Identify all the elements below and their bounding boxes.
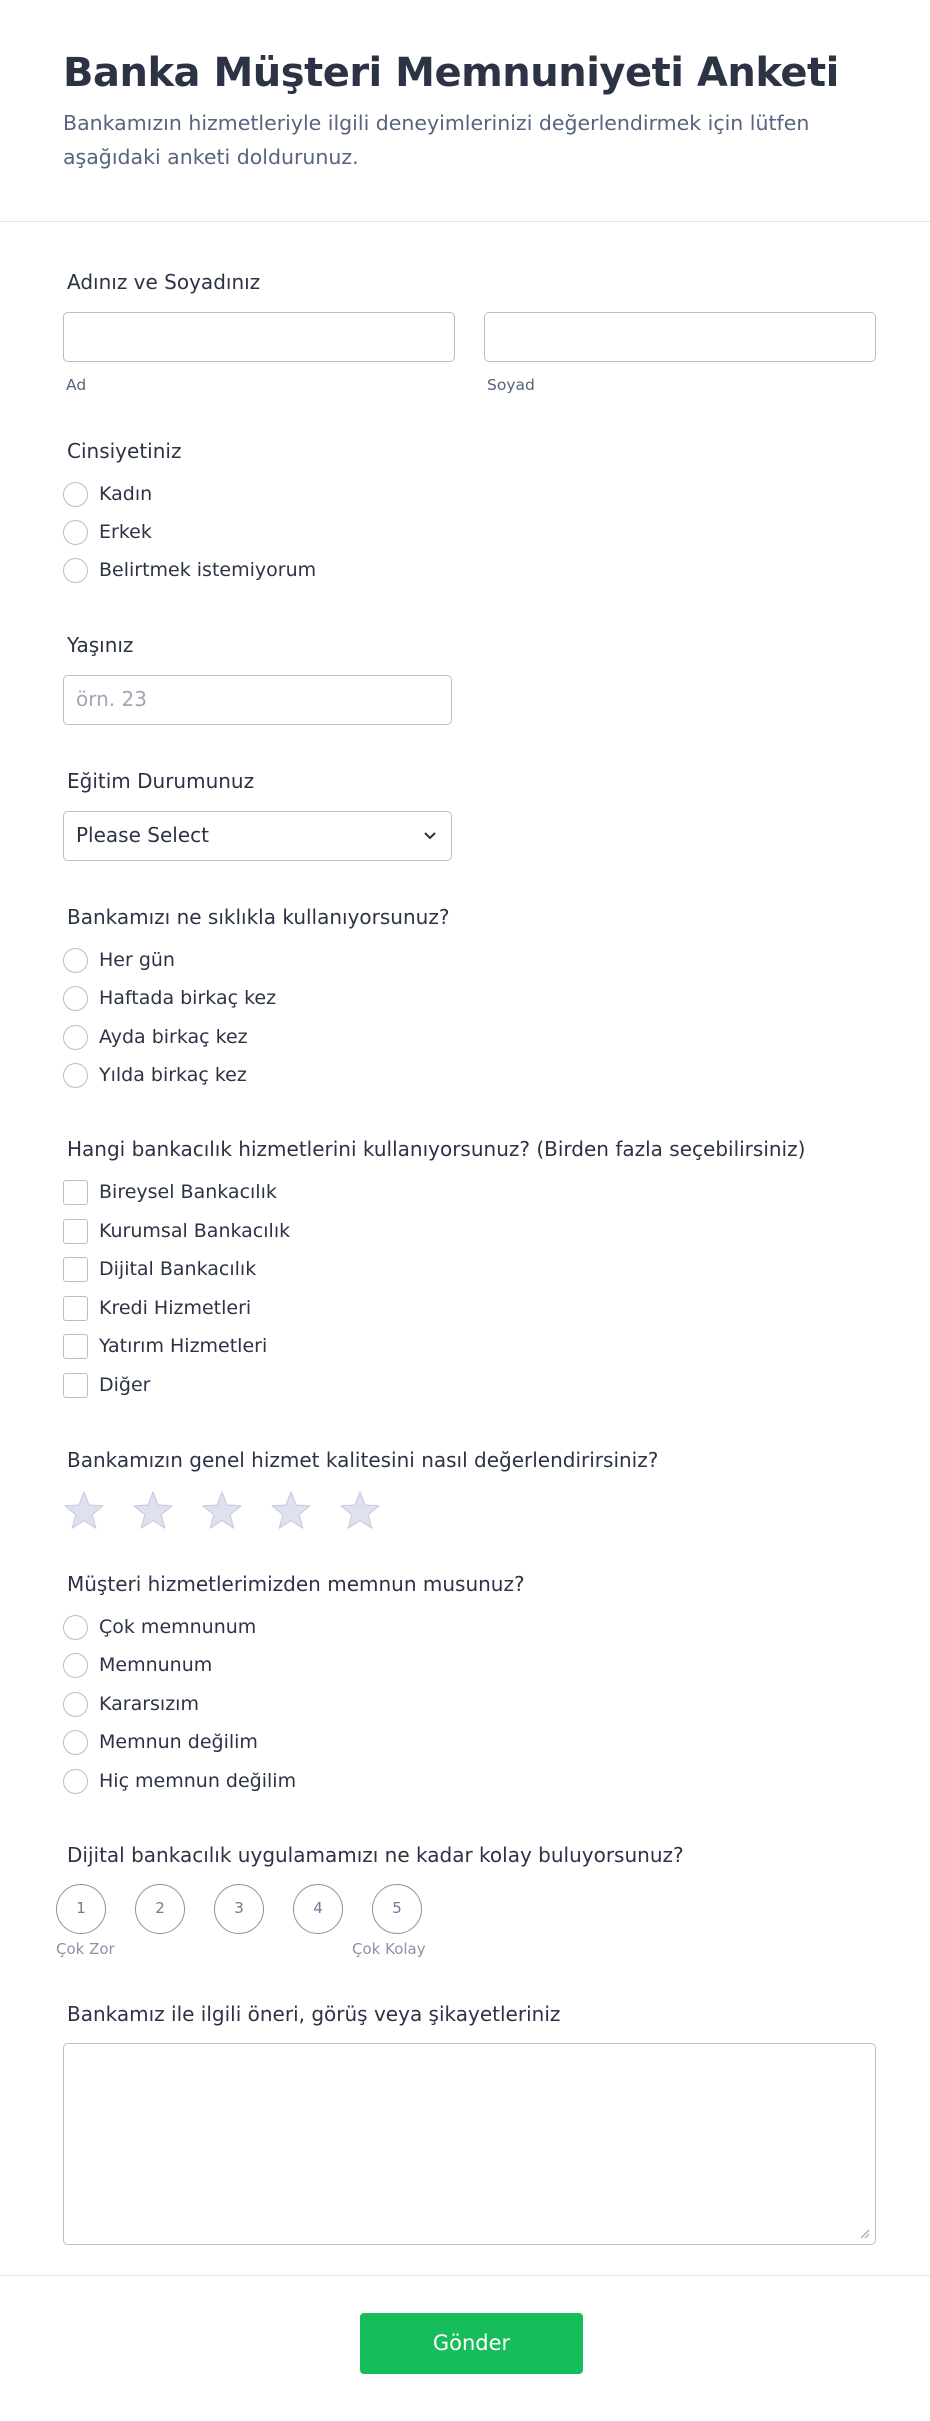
frequency-label: Bankamızı ne sıklıkla kullanıyorsunuz? [67,905,450,929]
radio-button[interactable] [63,1692,88,1717]
name-label: Adınız ve Soyadınız [67,270,261,294]
option-label: Kredi Hizmetleri [99,1297,252,1319]
star-icon[interactable] [132,1490,174,1532]
services-option[interactable] [63,1331,267,1361]
age-label: Yaşınız [67,633,134,657]
scale-option-3[interactable]: 3 [214,1884,264,1934]
services-option[interactable] [63,1216,290,1246]
option-label: Dijital Bankacılık [99,1258,257,1280]
radio-button[interactable] [63,482,88,507]
checkbox[interactable] [63,1296,88,1321]
option-label: Kadın [99,483,153,505]
first-name-input[interactable] [63,312,455,362]
form-header [0,0,930,222]
services-option[interactable] [63,1370,150,1400]
star-icon[interactable] [339,1490,381,1532]
support-option[interactable] [63,1727,258,1757]
radio-button[interactable] [63,1730,88,1755]
scale-option-5[interactable]: 5 [372,1884,422,1934]
first-name-sublabel: Ad [66,376,87,394]
form-title: Banka Müşteri Memnuniyeti Anketi [63,50,839,96]
chevron-down-icon [423,812,437,878]
gender-label: Cinsiyetiniz [67,439,182,463]
radio-button[interactable] [63,1615,88,1640]
checkbox[interactable] [63,1219,88,1244]
option-label: Erkek [99,521,152,543]
gender-option[interactable] [63,517,152,547]
support-option[interactable] [63,1766,296,1796]
checkbox[interactable] [63,1257,88,1282]
services-label: Hangi bankacılık hizmetlerini kullanıyorsunuz? (Birden fazla seçebilirsiniz) [67,1137,806,1161]
support-option[interactable] [63,1650,212,1680]
option-label: Memnun değilim [99,1731,258,1753]
footer-divider [0,2275,930,2276]
option-label: Her gün [99,949,175,971]
option-label: Yılda birkaç kez [99,1064,247,1086]
option-label: Kurumsal Bankacılık [99,1220,291,1242]
feedback-textarea[interactable] [63,2043,876,2245]
option-label: Çok memnunum [99,1616,257,1638]
star-icon[interactable] [201,1490,243,1532]
option-label: Bireysel Bankacılık [99,1181,277,1203]
checkbox[interactable] [63,1373,88,1398]
ease-label: Dijital bankacılık uygulamamızı ne kadar kolay buluyorsunuz? [67,1843,684,1867]
radio-button[interactable] [63,948,88,973]
frequency-option[interactable] [63,1022,248,1052]
support-option[interactable] [63,1612,256,1642]
services-option[interactable] [63,1254,256,1284]
option-label: Memnunum [99,1654,213,1676]
star-icon[interactable] [270,1490,312,1532]
radio-button[interactable] [63,1063,88,1088]
services-option[interactable] [63,1293,251,1323]
scale-option-1[interactable]: 1 [56,1884,106,1934]
submit-button[interactable]: Gönder [360,2313,583,2374]
checkbox[interactable] [63,1334,88,1359]
gender-option[interactable] [63,479,152,509]
education-select[interactable] [63,811,452,861]
last-name-input[interactable] [484,312,876,362]
resize-handle-icon[interactable] [858,2227,870,2239]
gender-option[interactable] [63,555,316,585]
radio-button[interactable] [63,986,88,1011]
frequency-option[interactable] [63,945,175,975]
education-selected-value: Please Select [76,823,209,847]
support-label: Müşteri hizmetlerimizden memnun musunuz? [67,1572,525,1596]
radio-button[interactable] [63,1769,88,1794]
support-option[interactable] [63,1689,199,1719]
frequency-option[interactable] [63,983,276,1013]
scale-low-label: Çok Zor [56,1940,115,1958]
scale-high-label: Çok Kolay [352,1940,426,1958]
option-label: Hiç memnun değilim [99,1770,297,1792]
radio-button[interactable] [63,558,88,583]
feedback-label: Bankamız ile ilgili öneri, görüş veya şikayetleriniz [67,2002,561,2026]
frequency-option[interactable] [63,1060,247,1090]
scale-option-2[interactable]: 2 [135,1884,185,1934]
radio-button[interactable] [63,1653,88,1678]
option-label: Yatırım Hizmetleri [99,1335,268,1357]
star-icon[interactable] [63,1490,105,1532]
checkbox[interactable] [63,1180,88,1205]
radio-button[interactable] [63,1025,88,1050]
services-option[interactable] [63,1177,277,1207]
option-label: Ayda birkaç kez [99,1026,248,1048]
age-input[interactable]: örn. 23 [63,675,452,725]
quality-label: Bankamızın genel hizmet kalitesini nasıl değerlendirirsiniz? [67,1448,659,1472]
option-label: Haftada birkaç kez [99,987,277,1009]
radio-button[interactable] [63,520,88,545]
option-label: Diğer [99,1374,151,1396]
option-label: Belirtmek istemiyorum [99,559,317,581]
last-name-sublabel: Soyad [487,376,535,394]
education-label: Eğitim Durumunuz [67,769,255,793]
scale-option-4[interactable]: 4 [293,1884,343,1934]
form-description: Bankamızın hizmetleriyle ilgili deneyimlerinizi değerlendirmek için lütfen aşağıdaki anketi doldurunuz. [63,111,810,169]
option-label: Kararsızım [99,1693,199,1715]
